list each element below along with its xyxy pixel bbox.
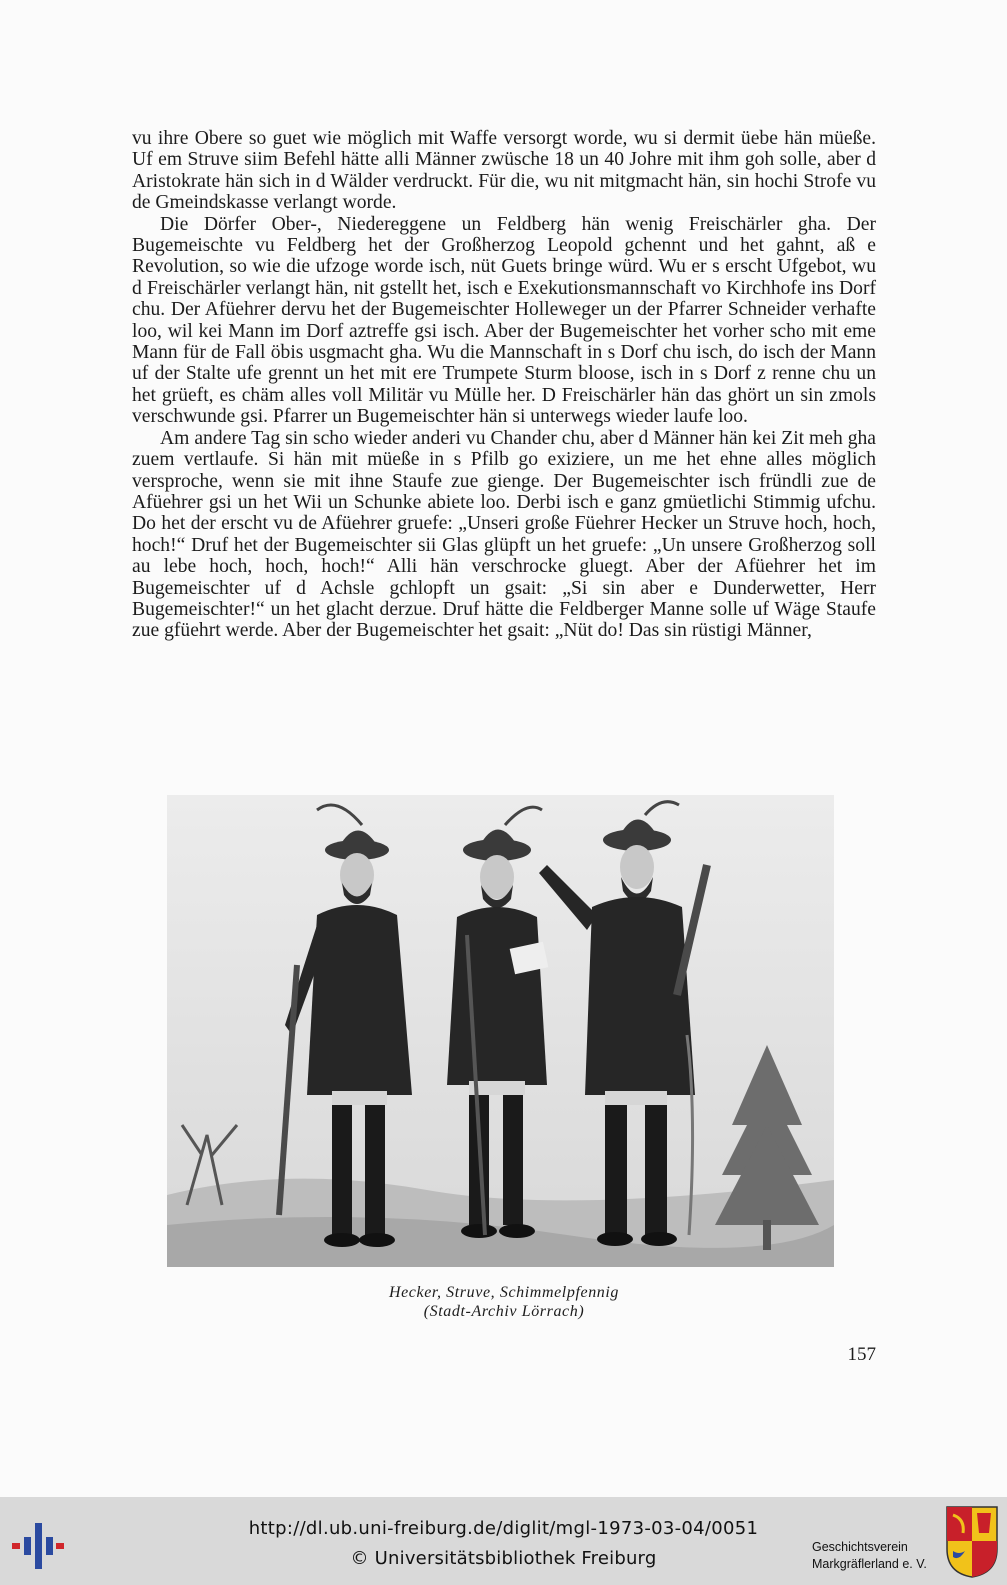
society-line-1: Geschichtsverein [812,1540,908,1554]
copyright-text: © Universitätsbibliothek Freiburg [350,1548,657,1569]
caption-title: Hecker, Struve, Schimmelpfennig [388,1284,620,1301]
society-line-2: Markgräflerland e. V. [812,1557,927,1571]
document-url-link[interactable]: http://dl.ub.uni-freiburg.de/diglit/mgl-1973-03-04/0051 [248,1518,759,1539]
figure-illustration [167,795,834,1267]
footer-bar [0,1497,1007,1585]
body-text [132,128,876,642]
society-name [812,1539,928,1573]
caption-source: (Stadt-Archiv Lörrach) [423,1303,585,1320]
paragraph-1: vu ihre Obere so guet wie möglich mit Waffe versorgt worde, wu si dermit üebe hän müeße. Uf em Struve siim Befehl hätte alli Männer zwüsche 18 un 40 Johre mit ihm goh solle, aber d Aristokrate hän sich in d Wälder verdruckt. Für die, wu nit mitgmacht hän, sin hochi Strofe vu de Gmeindskasse verlangt worde. [132,128,876,214]
figure-caption [132,1283,876,1321]
paragraph-2: Die Dörfer Ober-, Niedereggene un Feldberg hän wenig Freischärler gha. Der Bugemeischte vu Feldberg het der Großherzog Leopold gchennt und het gahnt, aß e Revolution, so wie die ufzoge worde isch, nüt Guets bringe würd. Wu er s erscht Ufgebot, wu d Freischärler verlangt hän, nit gstellt het, isch e Exekutionsmannschaft vo Kirchhofe ins Dorf chu. Der Afüehrer dervu het der Bugemeischter Holleweger un der Pfarrer Schneider verhafte loo, wil kei Mann im Dorf aztreffe gsi isch. Aber der Bugemeischter het vorher scho mit eme Mann für de Fall öbis usgmacht gha. Wu die Mannschaft in s Dorf chu isch, do isch der Mann uf der Stalte ufe grennt un het mit ere Trumpete Sturm bloose, isch in s Dorf z renne chu un het grüeft, es chäm alles voll Militär vu Mülle her. D Freischärler hän das ghört un sin zmols verschwunde gsi. Pfarrer un Bugemeischter hän si unterwegs wieder laufe loo. [132,213,876,428]
paragraph-3: Am andere Tag sin scho wieder anderi vu Chander chu, aber d Männer hän kei Zit meh gha zuem vertlaufe. Si hän mit müeße in s Pfilb go exiziere, un me het ehne alles möglich versproche, wenn sie mit ihne Staufe zue gienge. Der Bugemeischter isch fründli zue de Afüehrer gsi un het Wii un Schunke abiete loo. Derbi isch e ganz gmüetlichi Stimmig ufchu. Do het der erscht vu de Afüehrer gruefe: „Unseri große Füehrer Hecker un Struve hoch, hoch, hoch!“ Druf het der Bugemeischter sii Glas glüpft un het gruefe: „Un unsere Großherzog soll au lebe hoch, hoch, hoch!“ Alli hän verschrocke gluegt. Aber der Afüehrer het im Bugemeischter uf d Achsle gchlopft un gsait: „Si sin aber e Dunderwetter, Herr Bugemeischter!“ un het glacht derzue. Druf hätte die Feldberger Manne solle uf Wäge Staufe zue gfüehrt werde. Aber der Bugemeischter het gsait: „Nüt do! Das sin rüstigi Männer, [132,427,876,642]
coat-of-arms-icon [945,1505,999,1579]
page-number: 157 [847,1344,876,1365]
